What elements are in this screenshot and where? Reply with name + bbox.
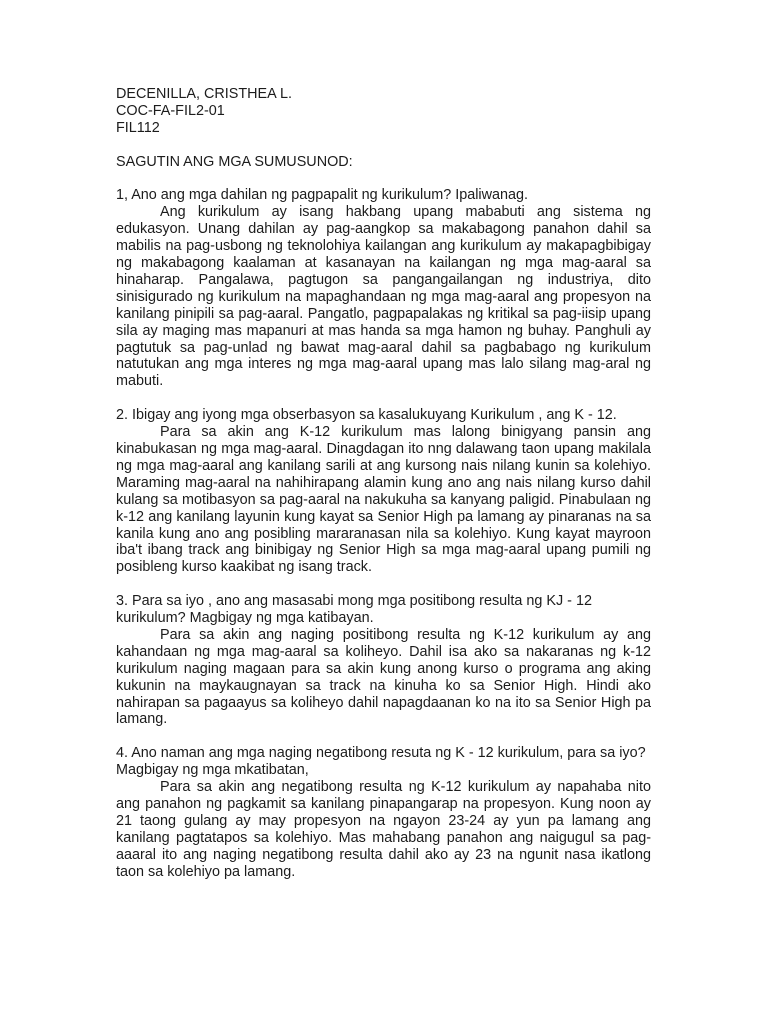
answer-3: Para sa akin ang naging positibong resulta ng K-12 kurikulum ay ang kahandaan ng mga mag-aaral sa koliheyo. Dahil isa ako sa nakaranas ng k-12 kurikulum naging magaan para sa akin kung anong kurso o programa ang aking kukunin na maykaugnayan sa track na kinuha ko sa Senior High. Hindi ako nahirapan sa pagaayus sa koliheyo dahil napagdaanan ko na ito sa Senior High pa lamang.: [116, 626, 651, 728]
instruction-heading: SAGUTIN ANG MGA SUMUSUNOD:: [116, 153, 353, 170]
course-code: FIL112: [116, 119, 160, 136]
student-header: [116, 86, 651, 137]
document-page: [116, 86, 651, 881]
section-code: COC-FA-FIL2-01: [116, 102, 225, 119]
spacer: [116, 171, 651, 188]
answer-1: Ang kurikulum ay isang hakbang upang mababuti ang sistema ng edukasyon. Unang dahilan ay pag-aangkop sa makabagong panahon dahil sa mabilis na pag-usbong ng teknolohiya kailangan ang kurikulum ay makapagbibigay ng makabagong kaalaman at kasanayan na kailangan ng mga mag-aaral sa hinaharap. Pangalawa, pagtugon sa pangangailangan ng industriya, dito sinisigurado ng kurikulum na mapaghandaan ng mga mag-aaral ang propesyon na kanilang pinipili sa pag-aaral. Pangatlo, pagpapalakas ng kritikal sa pag-iisip upang sila ay maging mas mapanuri at mas handa sa mga hamon ng buhay. Panghuli ay pagtutuk sa pag-unlad ng bawat mag-aaral dahil sa pagbabago ng kurikulum natutukan ang mga interes ng mga mag-aaral upang mas lalo silang mag-aral ng mabuti.: [116, 204, 651, 390]
answer-4: Para sa akin ang negatibong resulta ng K-12 kurikulum ay napahaba nito ang panahon ng pagkamit sa kanilang pinapangarap na propesyon. Kung noon ay 21 taong gulang ay may propesyon na ngayon 23-24 ay yun pa lamang ang kanilang pagtatapos sa kolehiyo. Mas mahabang panahon ang naigugul sa pag-aaaral ito ang naging negatibong resulta dahil ako ay 23 na ngunit nasa ikatlong taon sa kolehiyo pa lamang.: [116, 779, 651, 880]
answer-2: Para sa akin ang K-12 kurikulum mas lalong binigyang pansin ang kinabukasan ng mga mag-aaral. Dinagdagan ito nng dalawang taon upang makilala ng mga mag-aaral ang kanilang sarili at ang kursong nais nilang kunin sa kolehiyo. Maraming mag-aaral na nahihirapang alamin kung ano ang nais nilang kurso dahil kulang sa motibasyon sa pag-aaral na nakukuha sa kanyang paligid. Pinabulaan ng k-12 ang kanilang layunin kung kayat sa Senior High pa lamang ay pinaranas na sa kanila kung ano ang posibling mararanasan nila sa kolehiyo. Kung kayat mayroon iba't ibang track ang binibigay ng Senior High sa mga mag-aaral upang pumili ng posibleng kurso kaakibat ng isang track.: [116, 424, 651, 576]
qa-item-2: [116, 407, 651, 576]
spacer: [116, 576, 651, 593]
qa-item-4: [116, 745, 651, 880]
question-3: 3. Para sa iyo , ano ang masasabi mong mga positibong resulta ng KJ - 12 kurikulum? Magbigay ng mga katibayan.: [116, 593, 592, 627]
qa-item-1: [116, 187, 651, 390]
spacer: [116, 728, 651, 745]
student-name: DECENILLA, CRISTHEA L.: [116, 86, 292, 102]
qa-item-3: [116, 593, 651, 728]
question-4: 4. Ano naman ang mga naging negatibong resuta ng K - 12 kurikulum, para sa iyo? Magbigay ng mga mkatibatan,: [116, 745, 646, 779]
question-2: 2. Ibigay ang iyong mga obserbasyon sa kasalukuyang Kurikulum , ang K - 12.: [116, 407, 617, 424]
question-1: 1, Ano ang mga dahilan ng pagpapalit ng kurikulum? Ipaliwanag.: [116, 187, 529, 204]
spacer: [116, 137, 651, 154]
spacer: [116, 390, 651, 407]
